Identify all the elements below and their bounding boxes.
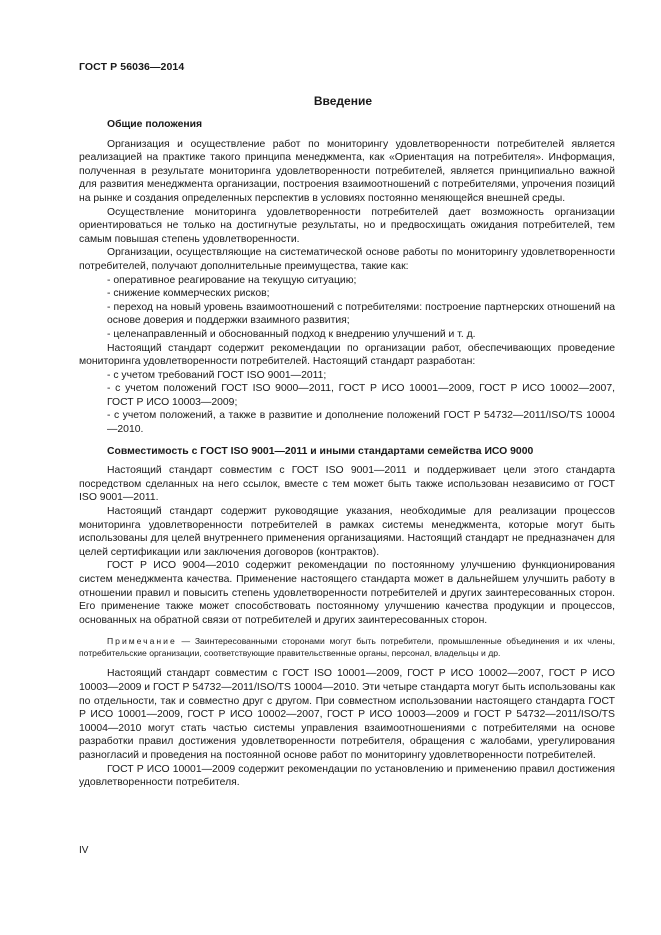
page-title (79, 92, 624, 110)
note-label: Примечание (107, 636, 177, 647)
page-number: IV (79, 845, 89, 856)
paragraph: Организации, осуществляющие на систематической основе работы по мониторингу удовлетворенности потребителей, получают дополнительные преимущества, такие как: (79, 247, 615, 272)
section-heading-compatibility: Совместимость с ГОСТ ISO 9001—2011 и иными стандартами семейства ИСО 9000 (107, 445, 534, 457)
standard-designation: ГОСТ Р 56036—2014 (79, 61, 185, 73)
list-item: - снижение коммерческих рисков; (107, 288, 270, 300)
paragraph: ГОСТ Р ИСО 10001—2009 содержит рекомендации по установлению и применению правил достижения удовлетворенности потребителя. (79, 763, 615, 789)
list-item: - переход на новый уровень взаимоотношений с потребителями: построение партнерских отношений на основе доверия и поддержки взаимного развития; (107, 301, 615, 327)
list-item: - с учетом требований ГОСТ ISO 9001—2011; (107, 369, 327, 381)
paragraph: Организация и осуществление работ по мониторингу удовлетворенности потребителей является реализацией на практике такого принципа менеджмента, как «Ориентация на потребителя». Информация, полученная в результате мониторинга удовлетворенности потребителей, является принципиально важной для развития менеджмента организации, построения взаимоотношений с потребителями, упрочения позиций на рынке и создания определенных перспектив в условиях постоянно меняющейся внешней среды. (79, 138, 615, 204)
document-body (79, 118, 615, 790)
paragraph: Осуществление мониторинга удовлетворенности потребителей дает возможность организации ориентироваться не только на достигнутые результаты, но и предвосхищать ожидания потребителей, тем самым повышая степень удовлетворенности. (79, 206, 615, 245)
list-item: - оперативное реагирование на текущую ситуацию; (107, 274, 357, 286)
list-item: - целенаправленный и обоснованный подход к внедрению улучшений и т. д. (107, 328, 476, 340)
section-heading-general: Общие положения (107, 119, 203, 130)
paragraph: Настоящий стандарт совместим с ГОСТ ISO 9001—2011 и поддерживает цели этого стандарта посредством сделанных на него ссылок, вместе с тем может быть также использован независимо от ГОСТ ISO 9001—2011. (79, 465, 615, 504)
paragraph: Настоящий стандарт содержит руководящие указания, необходимые для реализации процессов мониторинга удовлетворенности потребителей в рамках системы менеджмента, которые могут быть использованы для целей внутреннего применения организациями. Настоящий стандарт не предназначен для целей сертификации или заключения договоров (контрактов). (79, 506, 615, 558)
list-item: - с учетом положений ГОСТ ISO 9000—2011, ГОСТ Р ИСО 10001—2009, ГОСТ Р ИСО 10002—2007, ГОСТ Р ИСО 10003—2009; (107, 383, 615, 408)
note (79, 635, 615, 659)
paragraph: ГОСТ Р ИСО 9004—2010 содержит рекомендации по постоянному улучшению функционирования систем менеджмента качества. Применение настоящего стандарта может в дальнейшем улучшить работу в отношении правил и повысить степень удовлетворенности потребителей и других заинтересованных сторон. Его применение также может способствовать постоянному улучшению качества продукции и процессов, основанных на обратной связи от потребителей и других заинтересованных сторон. (79, 560, 615, 626)
page-title-text: Введение (313, 94, 372, 108)
list-item: - с учетом положений, а также в развитие и дополнение положений ГОСТ Р 54732—2011/ISO/TS 10004—2010. (107, 410, 615, 436)
paragraph: Настоящий стандарт содержит рекомендации по организации работ, обеспечивающих проведение мониторинга удовлетворенности потребителей. Настоящий стандарт разработан: (79, 342, 615, 368)
paragraph: Настоящий стандарт совместим с ГОСТ ISO 10001—2009, ГОСТ Р ИСО 10002—2007, ГОСТ Р ИСО 10003—2009 и ГОСТ Р 54732—2011/ISO/TS 10004—2010. Эти четыре стандарта могут быть использованы как по отдельности, так и совместно друг с другом. При совместном использовании настоящего стандарта ГОСТ Р ИСО 10001—2009, ГОСТ Р ИСО 10002—2007, ГОСТ Р ИСО 10003—2009 и ГОСТ Р 54732—2011/ISO/TS 10004—2010 могут стать частью системы управления взаимоотношениями с потребителями на основе разработки правил достижения удовлетворенности потребителя, обращения с жалобами, урегулирования разногласий и проведения на постоянной основе работ по мониторингу удовлетворенности потребителей. (79, 668, 615, 761)
note-text: — Заинтересованными сторонами могут быть потребители, промышленные объединения и их члены, потребительские организации, соответствующие правительственные органы, персонал, владельцы и др. (79, 636, 615, 659)
